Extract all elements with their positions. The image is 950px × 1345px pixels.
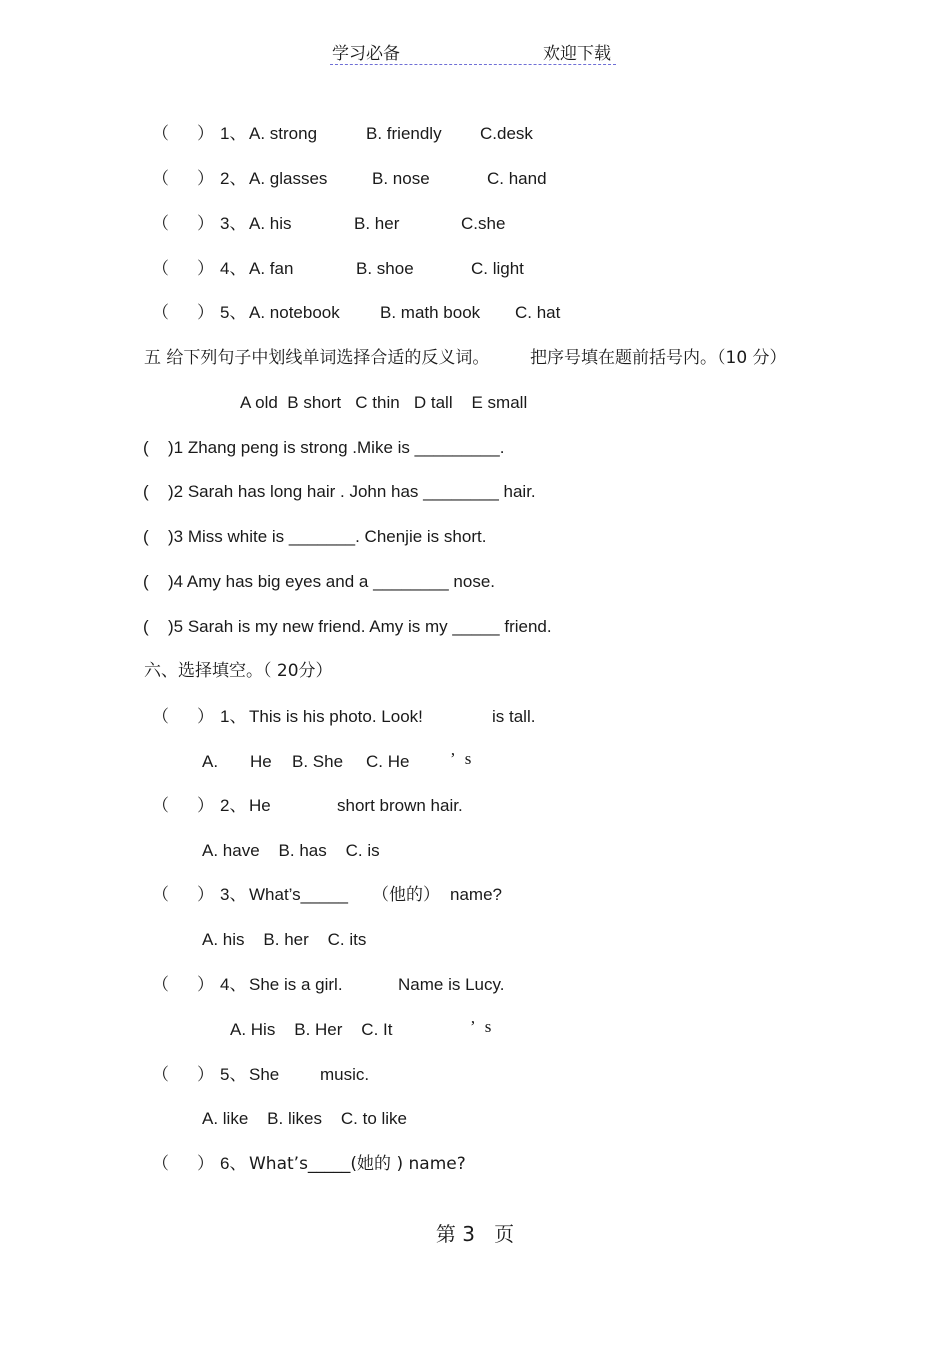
option-b: B. math book bbox=[380, 303, 481, 322]
answer-paren-open: ( bbox=[143, 482, 149, 501]
answer-paren-close: ） bbox=[197, 214, 214, 234]
answer-paren-close: ） bbox=[197, 1065, 214, 1085]
item-number: 4、 bbox=[220, 259, 247, 278]
question-text: She bbox=[249, 1065, 280, 1084]
answer-paren-close: ） bbox=[197, 796, 214, 816]
option-c: C.she bbox=[461, 214, 506, 233]
option-c: C. light bbox=[471, 259, 524, 278]
sentence-text: )3 Miss white is _______. Chenjie is short. bbox=[168, 527, 487, 546]
option-b: B. friendly bbox=[366, 124, 442, 143]
item-number: 2、 bbox=[220, 169, 247, 188]
answer-paren-open: （ bbox=[152, 1065, 169, 1085]
question-tail: name? bbox=[450, 885, 502, 904]
question-hint: （他的） bbox=[372, 885, 440, 905]
question-text: She is a girl. bbox=[249, 975, 343, 994]
sentence-text: )1 Zhang peng is strong .Mike is _________. bbox=[168, 438, 505, 457]
answer-paren-open: （ bbox=[152, 975, 169, 995]
option-a-label: A. bbox=[202, 752, 219, 771]
answer-paren-open: （ bbox=[152, 707, 169, 727]
question-number: 6、 bbox=[220, 1154, 247, 1173]
question-options: A. like B. likes C. to like bbox=[202, 1109, 408, 1128]
option-b: B. She bbox=[292, 752, 344, 771]
answer-paren-open: （ bbox=[152, 303, 169, 323]
answer-paren-open: ( bbox=[143, 438, 149, 457]
option-c-suffix: ’s bbox=[470, 1017, 502, 1036]
option-b: B. nose bbox=[372, 169, 430, 188]
page-number: 第 3 页 bbox=[435, 1222, 515, 1246]
answer-paren-open: （ bbox=[152, 1154, 169, 1174]
option-a: A. his bbox=[249, 214, 292, 233]
option-b: B. shoe bbox=[356, 259, 414, 278]
answer-paren-close: ） bbox=[197, 975, 214, 995]
question-number: 5、 bbox=[220, 1065, 247, 1084]
sentence-text: )5 Sarah is my new friend. Amy is my _____ friend. bbox=[168, 617, 552, 636]
answer-paren-open: ( bbox=[143, 527, 149, 546]
question-tail: is tall. bbox=[492, 707, 536, 726]
answer-paren-open: （ bbox=[152, 169, 169, 189]
option-c-suffix: ’s bbox=[450, 749, 482, 768]
question-text: What’s_____ bbox=[249, 885, 348, 904]
option-a: A. notebook bbox=[249, 303, 340, 322]
section6-title: 六、选择填空。（ 20分） bbox=[144, 661, 333, 681]
header-left-text: 学习必备 bbox=[332, 44, 400, 64]
item-number: 3、 bbox=[220, 214, 247, 233]
question-text: This is his photo. Look! bbox=[249, 707, 423, 726]
sentence-text: )2 Sarah has long hair . John has ________ hair. bbox=[168, 482, 536, 501]
answer-paren-open: ( bbox=[143, 572, 149, 591]
answer-paren-close: ） bbox=[197, 1154, 214, 1174]
question-options: A. His B. Her C. It bbox=[230, 1020, 393, 1039]
answer-paren-open: （ bbox=[152, 124, 169, 144]
header-dashed-underline bbox=[330, 64, 616, 65]
question-tail: Name is Lucy. bbox=[398, 975, 505, 994]
question-number: 2、 bbox=[220, 796, 247, 815]
answer-paren-open: （ bbox=[152, 885, 169, 905]
sentence-text: )4 Amy has big eyes and a ________ nose. bbox=[168, 572, 496, 591]
section5-title: 五 给下列句子中划线单词选择合适的反义词。 bbox=[144, 348, 490, 368]
option-a: A. glasses bbox=[249, 169, 328, 188]
question-tail: short brown hair. bbox=[337, 796, 463, 815]
question-number: 3、 bbox=[220, 885, 247, 904]
option-c: C.desk bbox=[480, 124, 533, 143]
option-a-text: He bbox=[250, 752, 272, 771]
section5-instruction: 把序号填在题前括号内。（10 分） bbox=[530, 348, 787, 368]
section5-options: A old B short C thin D tall E small bbox=[240, 393, 528, 412]
option-a: A. fan bbox=[249, 259, 294, 278]
answer-paren-open: （ bbox=[152, 214, 169, 234]
question-options: A. have B. has C. is bbox=[202, 841, 380, 860]
answer-paren-close: ） bbox=[197, 259, 214, 279]
question-text: What’s_____(她的 ) name? bbox=[249, 1154, 466, 1174]
answer-paren-close: ） bbox=[197, 169, 214, 189]
answer-paren-open: （ bbox=[152, 796, 169, 816]
question-options: A. his B. her C. its bbox=[202, 930, 367, 949]
option-a: A. strong bbox=[249, 124, 318, 143]
answer-paren-close: ） bbox=[197, 707, 214, 727]
question-number: 1、 bbox=[220, 707, 247, 726]
question-number: 4、 bbox=[220, 975, 247, 994]
answer-paren-close: ） bbox=[197, 303, 214, 323]
answer-paren-open: ( bbox=[143, 617, 149, 636]
question-tail: music. bbox=[320, 1065, 370, 1084]
option-c: C. He bbox=[366, 752, 410, 771]
header-right-text: 欢迎下载 bbox=[543, 44, 611, 64]
item-number: 1、 bbox=[220, 124, 247, 143]
item-number: 5、 bbox=[220, 303, 247, 322]
answer-paren-close: ） bbox=[197, 124, 214, 144]
answer-paren-close: ） bbox=[197, 885, 214, 905]
option-c: C. hand bbox=[487, 169, 547, 188]
option-b: B. her bbox=[354, 214, 400, 233]
option-c: C. hat bbox=[515, 303, 561, 322]
answer-paren-open: （ bbox=[152, 259, 169, 279]
question-text: He bbox=[249, 796, 271, 815]
